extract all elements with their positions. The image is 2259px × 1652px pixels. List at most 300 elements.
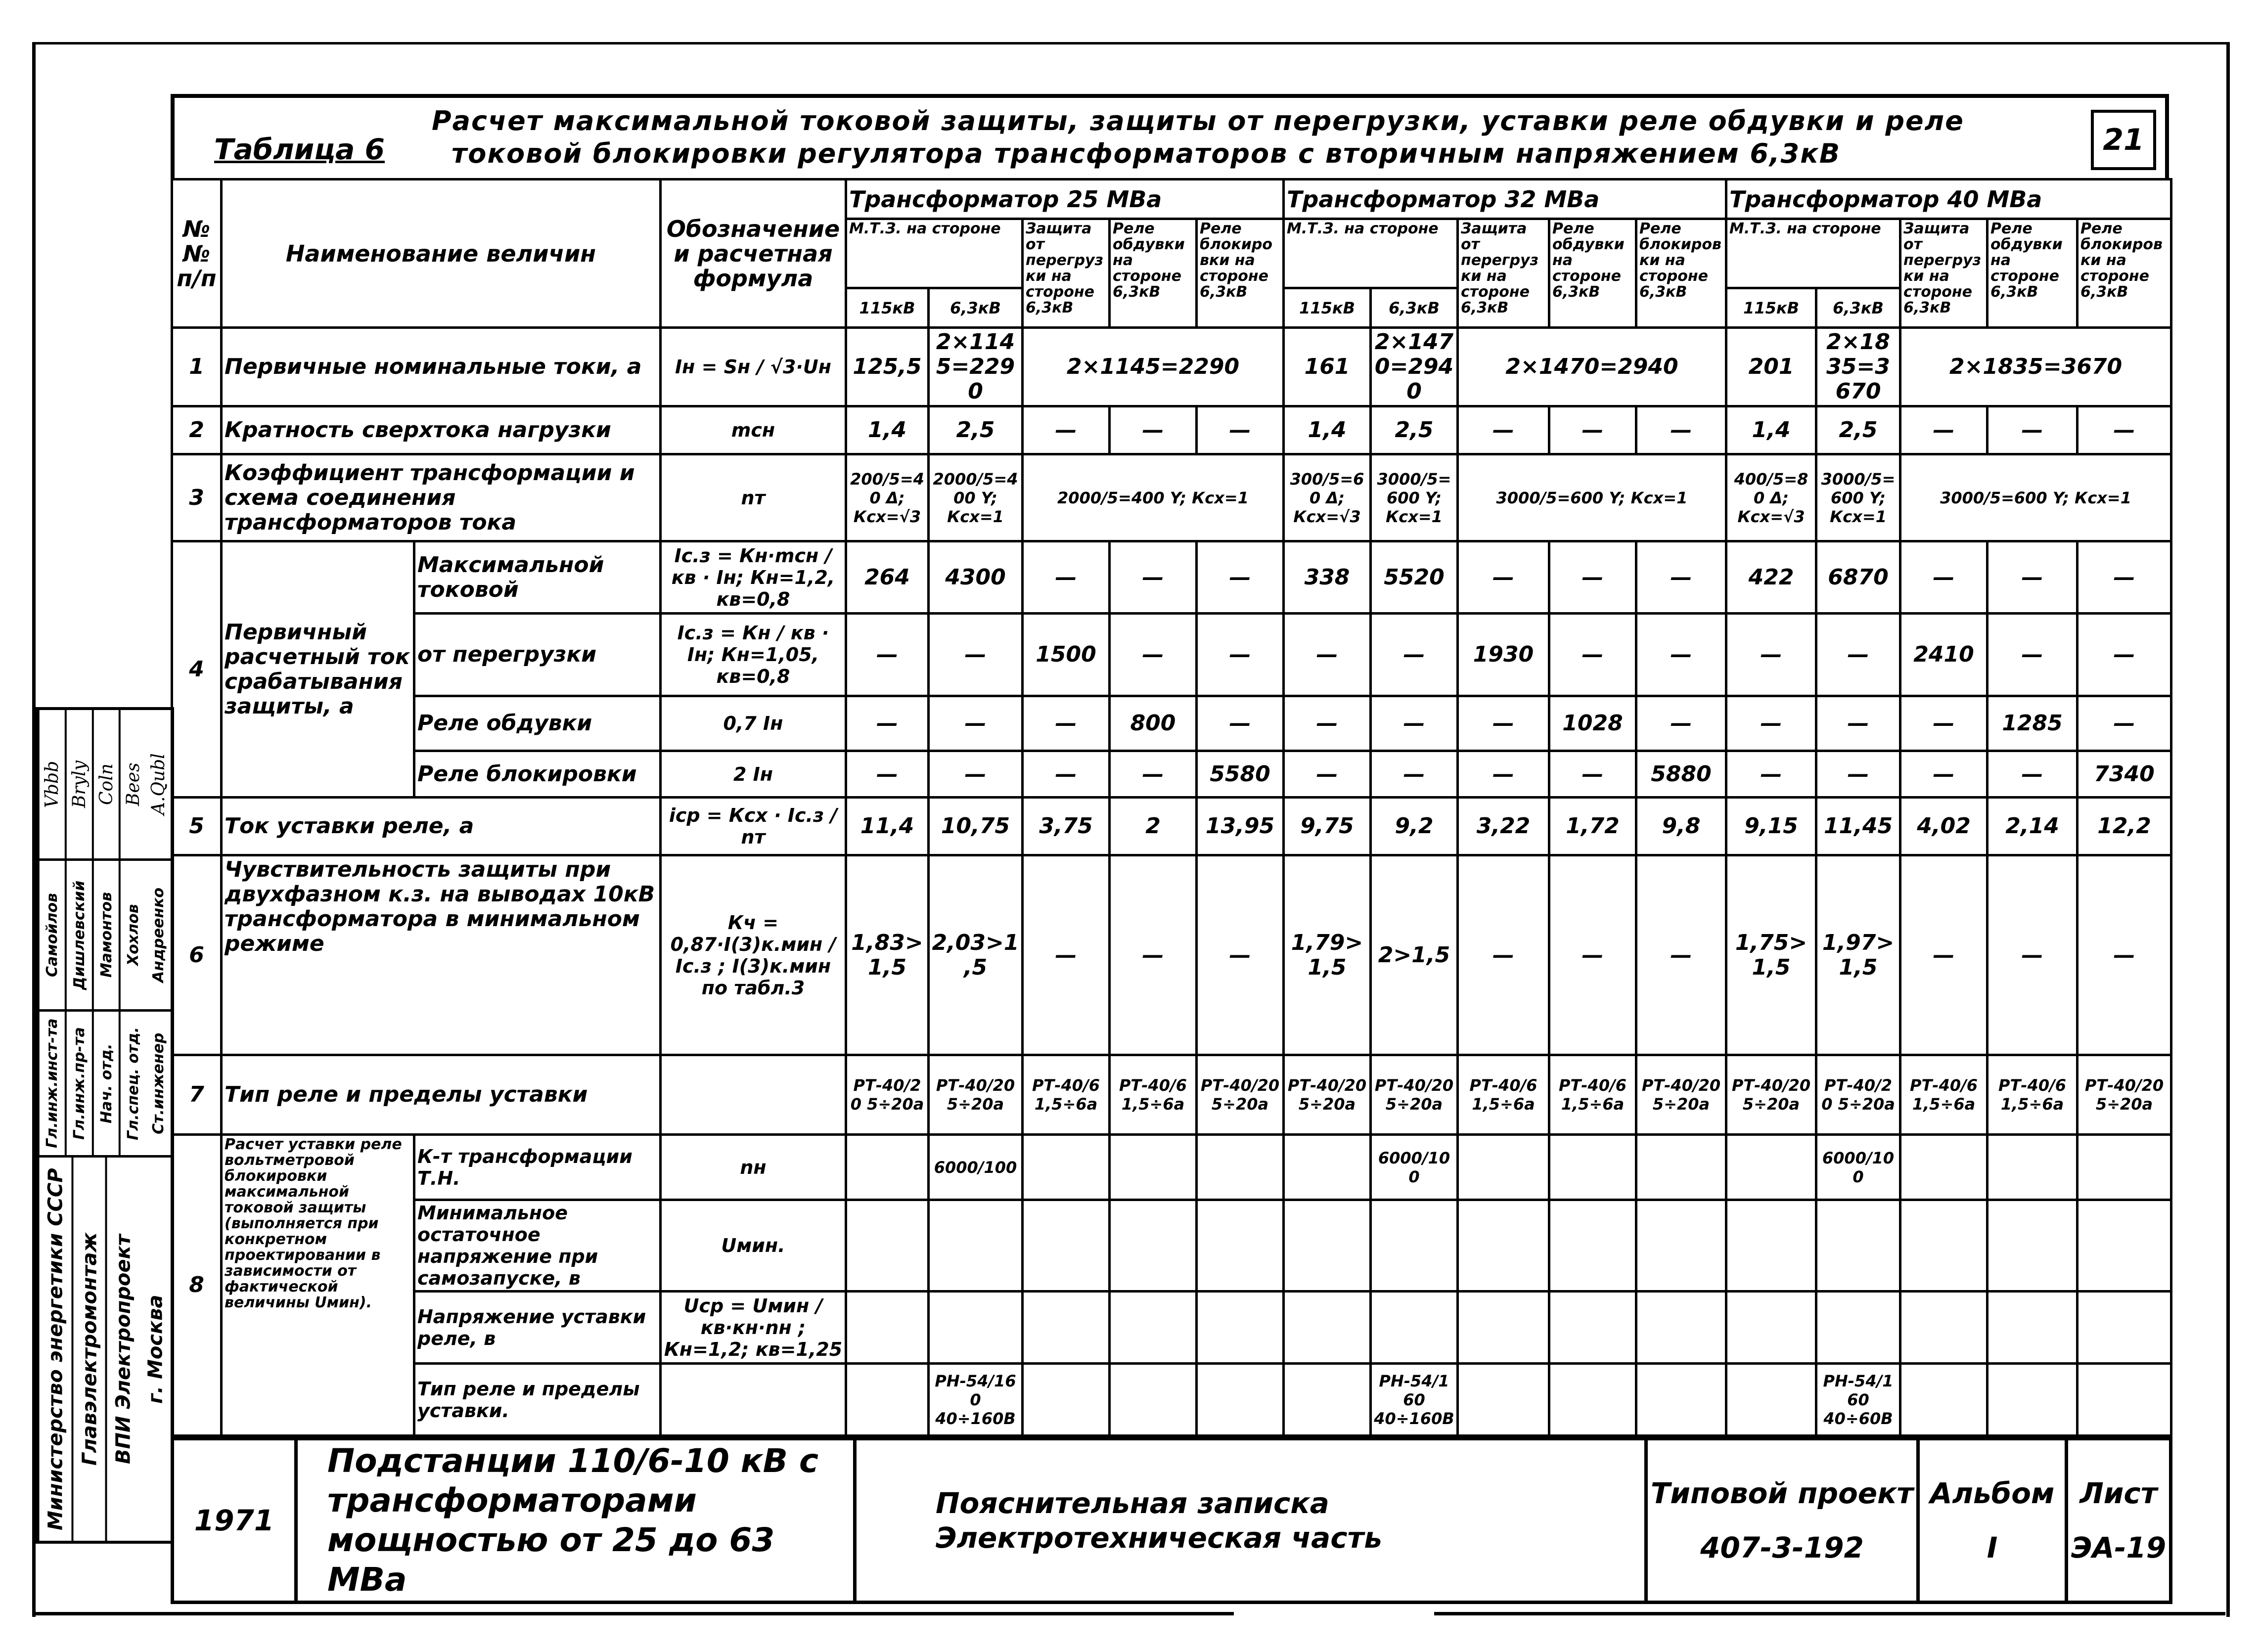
value-cell: 1,72 [1549,798,1636,855]
value-cell: РТ-40/20 5÷20а [1371,1055,1458,1135]
value-cell: РТ-40/6 1,5÷6а [1988,1055,2078,1135]
row-subname: Тип реле и пределы уставки. [414,1364,661,1436]
value-cell [846,1364,929,1436]
value-cell [1284,1135,1371,1200]
value-cell: 2×1145=2290 [1023,328,1284,406]
type-project [1646,1439,1918,1603]
row-subname: Максимальной токовой [414,541,661,614]
project-title: Подстанции 110/6-10 кВ с трансформаторами мощностью от 25 до 63 МВа [296,1439,855,1603]
value-cell: 1,75>1,5 [1726,855,1816,1055]
value-cell: 1,79>1,5 [1284,855,1371,1055]
value-cell: 9,15 [1726,798,1816,855]
value-cell: 13,95 [1197,798,1284,855]
stamp-role: Нач. отд. [92,1012,119,1155]
value-cell: 6000/100 [929,1135,1023,1200]
value-cell: 6870 [1816,541,1900,614]
value-cell: — [1900,855,1988,1055]
value-cell [1458,1200,1549,1292]
stamp-name: Хохлов [119,861,146,1009]
value-cell: 338 [1284,541,1371,614]
transformer-group-header: Трансформатор 40 МВа [1726,179,2171,219]
type-project-label: Типовой проект [1650,1476,1914,1510]
value-cell: 2×1835=3670 [1816,328,1900,406]
lv-side-header: 6,3кВ [1816,288,1900,328]
value-cell [1900,1135,1988,1200]
stamp-org: Главэлектромонтаж [72,1158,106,1541]
row-subname: Реле обдувки [414,696,661,751]
album-value: I [1987,1531,1998,1564]
row-number: 4 [172,541,222,798]
value-cell: 264 [846,541,929,614]
value-cell: 9,8 [1636,798,1726,855]
value-cell [1458,1135,1549,1200]
value-cell: — [1636,541,1726,614]
row-subname: Минимальное остаточное напряжение при самозапуске, в [414,1200,661,1292]
value-cell [1549,1364,1636,1436]
table-title [432,105,1964,170]
value-cell: — [1988,614,2078,696]
row-name: Ток уставки реле, а [222,798,661,855]
row-formula: Iн = Sн / √3·Uн [661,328,846,406]
value-cell [1458,1292,1549,1364]
value-cell: 1,83>1,5 [846,855,929,1055]
value-cell [1900,1200,1988,1292]
blower-relay-header: Реле обдувки на стороне 6,3кВ [1988,219,2078,328]
row-formula: Iс.з = Кн·mсн / кв · Iн; Кн=1,2, кв=0,8 [661,541,846,614]
mtz-header: М.Т.З. на стороне [1726,219,1900,288]
row-formula [661,1364,846,1436]
value-cell: — [1197,614,1284,696]
value-cell [1636,1135,1726,1200]
value-cell [1197,1135,1284,1200]
table-row [172,614,2171,696]
value-cell: — [2078,614,2171,696]
value-cell: — [1110,406,1197,454]
value-cell: 6000/100 [1371,1135,1458,1200]
row-formula: Iс.з = Кн / кв · Iн; Кн=1,05, кв=0,8 [661,614,846,696]
value-cell: 1500 [1023,614,1110,696]
row-name: Расчет уставки реле вольтметровой блокировки максимальной токовой защиты (выполняется при конкретном проектировании в зависимости от фактической величины Uмин). [222,1135,414,1436]
album-label: Альбом [1930,1476,2055,1510]
row-formula [661,1055,846,1135]
value-cell: 5880 [1636,751,1726,798]
value-cell: — [1636,406,1726,454]
row-formula: nт [661,454,846,541]
approval-stamp [35,707,174,1544]
value-cell [2078,1200,2171,1292]
title-block [171,1437,2172,1604]
value-cell: 5520 [1371,541,1458,614]
stamp-signature: A.Qubl [148,753,169,815]
value-cell: — [1371,751,1458,798]
value-cell: — [2078,406,2171,454]
table-row [172,1055,2171,1135]
table-row [172,541,2171,614]
value-cell [1371,1200,1458,1292]
value-cell [1988,1292,2078,1364]
value-cell: РТ-40/20 5÷20а [1816,1055,1900,1135]
value-cell [1988,1135,2078,1200]
table-header [171,94,2169,178]
value-cell: — [1549,614,1636,696]
value-cell [1023,1135,1110,1200]
sheet [2067,1439,2171,1603]
value-cell [2078,1292,2171,1364]
value-cell: — [1110,855,1197,1055]
value-cell: РН-54/160 40÷60В [1816,1364,1900,1436]
value-cell: 1,4 [1284,406,1371,454]
value-cell [1197,1292,1284,1364]
value-cell: — [1197,406,1284,454]
value-cell: — [1458,855,1549,1055]
value-cell [1726,1292,1816,1364]
value-cell: 7340 [2078,751,2171,798]
value-cell: РТ-40/20 5÷20а [2078,1055,2171,1135]
value-cell: РТ-40/6 1,5÷6а [1458,1055,1549,1135]
table-row [172,179,2171,219]
value-cell: — [1110,751,1197,798]
value-cell [1726,1364,1816,1436]
stamp-name: Мамонтов [92,861,119,1009]
value-cell [1816,1200,1900,1292]
value-cell: РТ-40/20 5÷20а [1726,1055,1816,1135]
stamp-name: Андреенко [150,887,168,983]
table-row [172,1364,2171,1436]
value-cell: — [1726,696,1816,751]
value-cell: РН-54/160 40÷160В [1371,1364,1458,1436]
overload-header: Защита от перегрузки на стороне 6,3кВ [1458,219,1549,328]
table-row [172,1200,2171,1292]
row-number: 2 [172,406,222,454]
value-cell: 4300 [929,541,1023,614]
value-cell: РТ-40/20 5÷20а [929,1055,1023,1135]
value-cell: 11,45 [1816,798,1900,855]
sheet-label: Лист [2079,1476,2158,1510]
value-cell: — [1458,541,1549,614]
value-cell: 2,5 [929,406,1023,454]
value-cell [1458,1364,1549,1436]
value-cell: РН-54/160 40÷160В [929,1364,1023,1436]
value-cell [2078,1135,2171,1200]
blocking-relay-header: Реле блокировки на стороне 6,3кВ [2078,219,2171,328]
value-cell: 1930 [1458,614,1549,696]
value-cell [846,1200,929,1292]
col-number-header: №№ п/п [172,179,222,328]
value-cell [1636,1200,1726,1292]
stamp-org: г. Москва [143,1295,167,1404]
stamp-signature: Bees [119,710,146,858]
value-cell [1726,1200,1816,1292]
value-cell: РТ-40/6 1,5÷6а [1900,1055,1988,1135]
value-cell: РТ-40/6 1,5÷6а [1110,1055,1197,1135]
frame-bottom-line [1434,1612,2225,1615]
value-cell: 1285 [1988,696,2078,751]
overload-header: Защита от перегрузки на стороне 6,3кВ [1900,219,1988,328]
value-cell: — [846,614,929,696]
value-cell: 2×1470=2940 [1458,328,1726,406]
row-number: 3 [172,454,222,541]
value-cell: 300/5=60 Δ; Ксх=√3 [1284,454,1371,541]
value-cell: 2×1470=2940 [1371,328,1458,406]
value-cell: 1028 [1549,696,1636,751]
value-cell: — [1023,855,1110,1055]
row-number: 1 [172,328,222,406]
mtz-header: М.Т.З. на стороне [1284,219,1458,288]
value-cell: 2×1835=3670 [1900,328,2171,406]
value-cell: 3,75 [1023,798,1110,855]
stamp-role: Гл.инж.пр-та [65,1012,92,1155]
value-cell: — [1900,541,1988,614]
value-cell: — [1816,751,1900,798]
value-cell: — [1371,696,1458,751]
value-cell: — [1458,406,1549,454]
stamp-signature: Coln [92,710,119,858]
table-row [172,855,2171,1055]
value-cell: 11,4 [846,798,929,855]
table-row [172,406,2171,454]
value-cell: — [1549,541,1636,614]
table-sheet [171,94,2169,1604]
blocking-relay-header: Реле блокировки на стороне 6,3кВ [1197,219,1284,328]
value-cell [1636,1364,1726,1436]
row-subname: К-т трансформации Т.Н. [414,1135,661,1200]
table-row [172,696,2171,751]
value-cell [1371,1292,1458,1364]
value-cell: 2,5 [1371,406,1458,454]
value-cell: — [1636,855,1726,1055]
value-cell [1636,1292,1726,1364]
table-row [172,798,2171,855]
value-cell: 10,75 [929,798,1023,855]
value-cell: — [1371,614,1458,696]
value-cell: — [846,751,929,798]
value-cell: 9,2 [1371,798,1458,855]
calculation-table [171,178,2172,1437]
title-line: Расчет максимальной токовой защиты, защиты от перегрузки, уставки реле обдувки и реле [432,105,1964,136]
value-cell [1549,1292,1636,1364]
stamp-organization [38,1158,171,1541]
value-cell [1988,1200,2078,1292]
value-cell [2078,1364,2171,1436]
value-cell: — [1023,751,1110,798]
value-cell: 2000/5=400 Y; Ксх=1 [929,454,1023,541]
hv-side-header: 115кВ [1726,288,1816,328]
value-cell: — [1900,406,1988,454]
value-cell [1197,1200,1284,1292]
value-cell: — [1110,614,1197,696]
row-name: Первичный расчетный ток срабатывания защиты, а [222,541,414,798]
value-cell: 1,4 [1726,406,1816,454]
value-cell [1284,1200,1371,1292]
blocking-relay-header: Реле блокировки на стороне 6,3кВ [1636,219,1726,328]
value-cell: — [1284,696,1371,751]
table-row [172,1135,2171,1200]
stamp-names [38,861,171,1012]
stamp-role: Гл.инж.инст-та [38,1012,65,1155]
value-cell: РТ-40/6 1,5÷6а [1023,1055,1110,1135]
row-name: Коэффициент трансформации и схема соединения трансформаторов тока [222,454,661,541]
value-cell: — [1900,751,1988,798]
value-cell: 9,75 [1284,798,1371,855]
row-formula: iср = Ксх · Iс.з / nт [661,798,846,855]
value-cell: — [929,696,1023,751]
blower-relay-header: Реле обдувки на стороне 6,3кВ [1549,219,1636,328]
type-project-value: 407-3-192 [1700,1531,1864,1564]
value-cell: — [1900,696,1988,751]
value-cell: — [2078,855,2171,1055]
hv-side-header: 115кВ [846,288,929,328]
value-cell: 201 [1726,328,1816,406]
value-cell: РТ-40/6 1,5÷6а [1549,1055,1636,1135]
row-subname: Реле блокировки [414,751,661,798]
value-cell: 2×1145=2290 [929,328,1023,406]
value-cell: — [1636,696,1726,751]
value-cell [1197,1364,1284,1436]
row-formula: Uмин. [661,1200,846,1292]
value-cell: 1,97>1,5 [1816,855,1900,1055]
row-subname: Напряжение уставки реле, в [414,1292,661,1364]
value-cell: — [1726,614,1816,696]
value-cell: 6000/100 [1816,1135,1900,1200]
value-cell: 125,5 [846,328,929,406]
value-cell: — [1549,855,1636,1055]
value-cell: — [929,751,1023,798]
row-subname: от перегрузки [414,614,661,696]
stamp-name: Самойлов [38,861,65,1009]
value-cell: РТ-40/20 5÷20а [846,1055,929,1135]
row-name: Чувствительность защиты при двухфазном к.з. на выводах 10кВ трансформатора в минимальном режиме [222,855,661,1055]
value-cell [1110,1364,1197,1436]
stamp-signature: Bryly [65,710,92,858]
page-number: 21 [2091,110,2156,170]
value-cell [1900,1364,1988,1436]
row-formula: 0,7 Iн [661,696,846,751]
value-cell: — [1023,541,1110,614]
value-cell: 200/5=40 Δ; Ксх=√3 [846,454,929,541]
value-cell [846,1135,929,1200]
stamp-role: Ст.инженер [150,1032,168,1134]
year: 1971 [173,1439,296,1603]
value-cell: — [2078,696,2171,751]
value-cell: — [1023,696,1110,751]
value-cell [1284,1292,1371,1364]
value-cell: 2>1,5 [1371,855,1458,1055]
stamp-org: Министерство энергетики СССР [38,1158,72,1541]
value-cell: 2,14 [1988,798,2078,855]
value-cell [1284,1364,1371,1436]
lv-side-header: 6,3кВ [929,288,1023,328]
row-formula: 2 Iн [661,751,846,798]
value-cell: 5580 [1197,751,1284,798]
value-cell: РТ-40/20 5÷20а [1284,1055,1371,1135]
table-row [172,1292,2171,1364]
value-cell: — [1549,406,1636,454]
value-cell: 3,22 [1458,798,1549,855]
value-cell [1023,1364,1110,1436]
overload-header: Защита от перегрузки на стороне 6,3кВ [1023,219,1110,328]
value-cell: 2000/5=400 Y; Ксх=1 [1023,454,1284,541]
value-cell: — [1988,751,2078,798]
value-cell: РТ-40/20 5÷20а [1197,1055,1284,1135]
value-cell: — [2078,541,2171,614]
value-cell: — [1284,614,1371,696]
sheet-value: ЭА-19 [2071,1531,2167,1564]
row-name: Кратность сверхтока нагрузки [222,406,661,454]
title-line: токовой блокировки регулятора трансформаторов с вторичным напряжением 6,3кВ [452,138,1841,169]
value-cell [1726,1135,1816,1200]
value-cell: 3000/5=600 Y; Ксх=1 [1816,454,1900,541]
value-cell [846,1292,929,1364]
value-cell: — [1816,614,1900,696]
stamp-signature: Vbbb [38,710,65,858]
value-cell: — [1197,855,1284,1055]
value-cell [1549,1135,1636,1200]
row-number: 7 [172,1055,222,1135]
album [1918,1439,2067,1603]
value-cell: — [1197,696,1284,751]
row-number: 5 [172,798,222,855]
row-formula: Кч = 0,87·I(3)к.мин / Iс.з ; I(3)к.мин по табл.3 [661,855,846,1055]
value-cell: — [1110,541,1197,614]
value-cell [1110,1292,1197,1364]
table-row [172,454,2171,541]
transformer-group-header: Трансформатор 25 МВа [846,179,1284,219]
value-cell: 422 [1726,541,1816,614]
value-cell: 2,5 [1816,406,1900,454]
stamp-roles [38,1012,171,1158]
value-cell: 2,03>1,5 [929,855,1023,1055]
value-cell: — [1549,751,1636,798]
col-formula-header: Обозначение и расчетная формула [661,179,846,328]
stamp-org: ВПИ Электропроект [105,1158,139,1541]
value-cell: 2 [1110,798,1197,855]
table-row [172,328,2171,406]
value-cell [1110,1135,1197,1200]
table-row [172,751,2171,798]
value-cell: — [1197,541,1284,614]
frame-bottom-line [32,1612,1234,1615]
value-cell: — [1458,751,1549,798]
value-cell [1816,1292,1900,1364]
value-cell: 3000/5=600 Y; Ксх=1 [1458,454,1726,541]
value-cell: — [1988,855,2078,1055]
value-cell [929,1200,1023,1292]
value-cell: РТ-40/20 5÷20а [1636,1055,1726,1135]
table-label: Таблица 6 [214,133,385,166]
value-cell: 3000/5=600 Y; Ксх=1 [1900,454,2171,541]
value-cell: 2410 [1900,614,1988,696]
value-cell: — [1023,406,1110,454]
value-cell [929,1292,1023,1364]
value-cell: — [1636,614,1726,696]
value-cell: — [929,614,1023,696]
document-name: Пояснительная записка Электротехническая часть [855,1439,1646,1603]
value-cell: 161 [1284,328,1371,406]
value-cell: 400/5=80 Δ; Ксх=√3 [1726,454,1816,541]
transformer-group-header: Трансформатор 32 МВа [1284,179,1726,219]
row-name: Тип реле и пределы уставки [222,1055,661,1135]
hv-side-header: 115кВ [1284,288,1371,328]
col-name-header: Наименование величин [222,179,661,328]
mtz-header: М.Т.З. на стороне [846,219,1023,288]
value-cell: 4,02 [1900,798,1988,855]
value-cell: 12,2 [2078,798,2171,855]
row-formula: Uср = Uмин / кв·кн·nн ; Кн=1,2; кв=1,25 [661,1292,846,1364]
blower-relay-header: Реле обдувки на стороне 6,3кВ [1110,219,1197,328]
value-cell: 3000/5=600 Y; Ксх=1 [1371,454,1458,541]
value-cell [1023,1292,1110,1364]
value-cell [1900,1292,1988,1364]
